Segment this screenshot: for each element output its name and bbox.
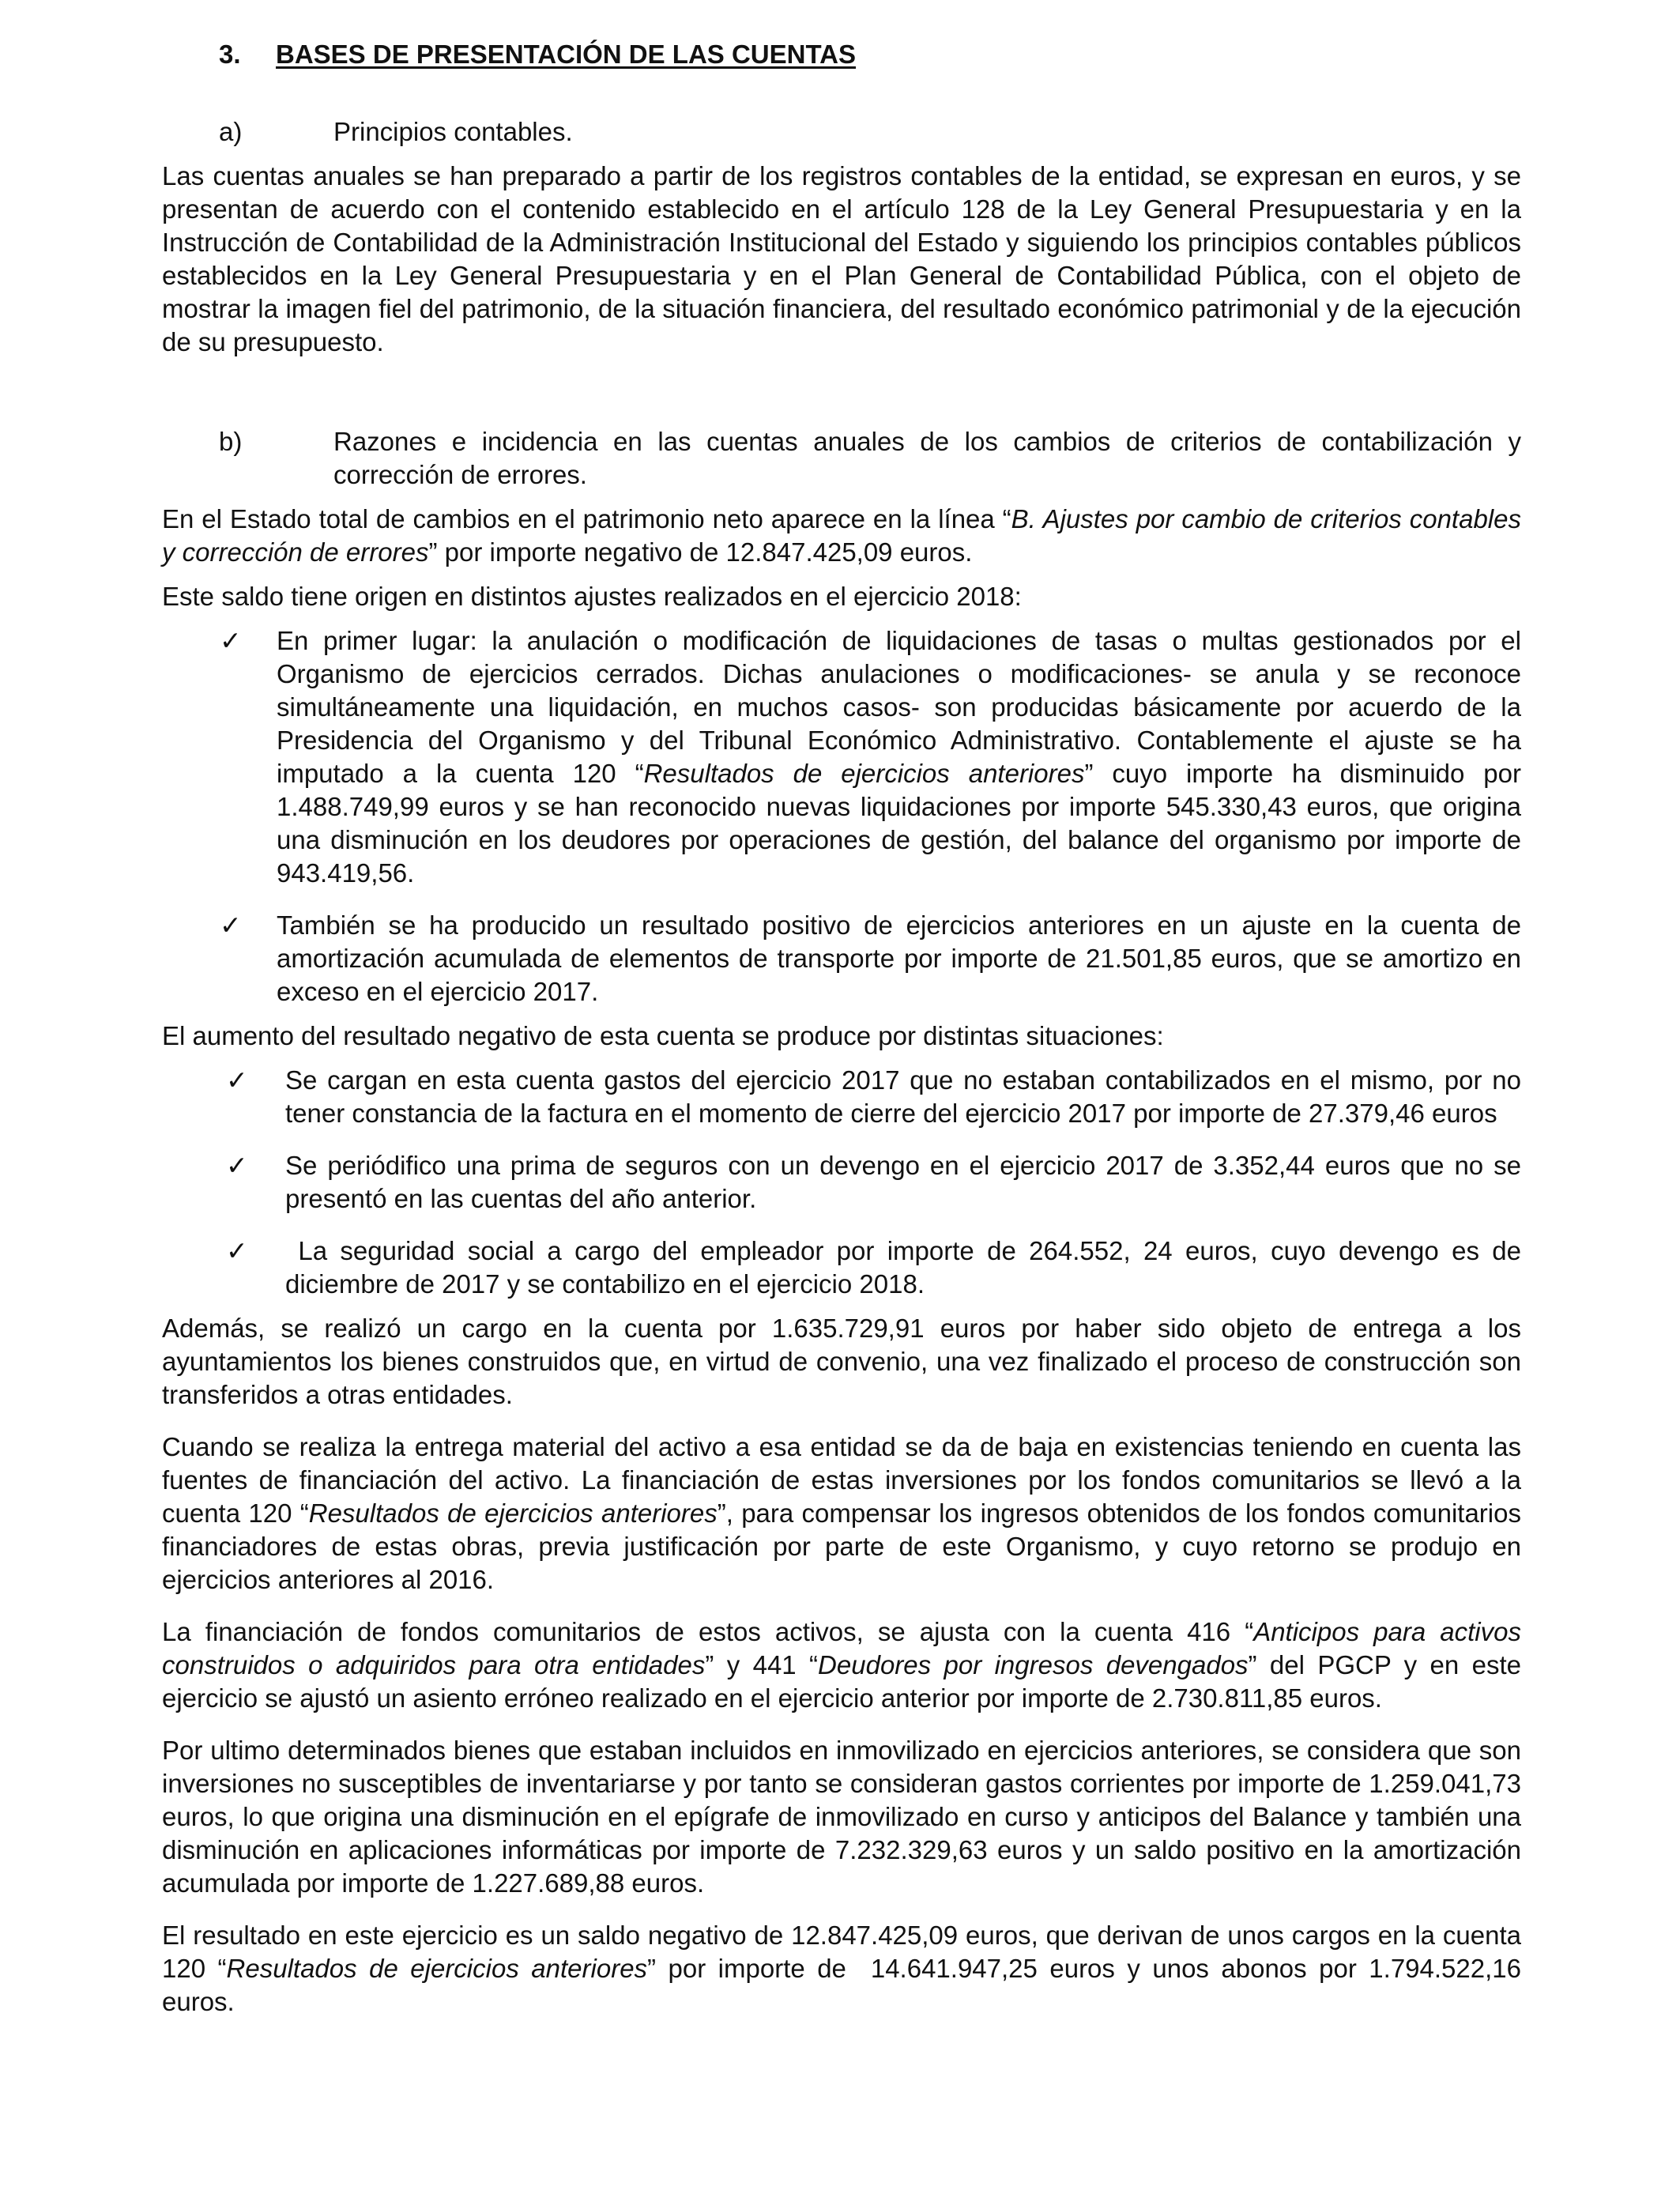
paragraph-cargo-ayuntamientos: Además, se realizó un cargo en la cuenta por 1.635.729,91 euros por haber sido objeto de entrega a los ayuntamientos los bienes construidos que, en virtud de convenio, una vez finalizado el proceso de construcción son transferidos a otras entidades. — [162, 1314, 1521, 1409]
check-item-gastos-2017: ✓ Se cargan en esta cuenta gastos del ejercicio 2017 que no estaban contabilizados en el mismo, por no tener constancia de la factura en el momento de cierre del ejercicio 2017 por importe de 27.379,46 euros — [162, 1064, 1521, 1130]
check-item-seguridad-social: ✓ La seguridad social a cargo del empleador por importe de 264.552, 24 euros, cuyo devengo es de diciembre de 2017 y se contabilizo en el ejercicio 2018. — [162, 1235, 1521, 1301]
subsection-a-title: Principios contables. — [333, 117, 573, 146]
check-icon: ✓ — [220, 626, 242, 655]
paragraph-financiacion-fondos: La financiación de fondos comunitarios de estos activos, se ajusta con la cuenta 416 “Anticipos para activos construidos o adquiridos para otra entidades” y 441 “Deudores por ingresos devengados” del PGCP y en este ejercicio se ajustó un asiento erróneo realizado en el ejercicio anterior por importe de 2.730.811,85 euros. — [162, 1617, 1522, 1713]
section-number: 3. — [219, 40, 241, 69]
check-item-prima-seguros: ✓ Se periódifico una prima de seguros con un devengo en el ejercicio 2017 de 3.352,44 euros que no se presentó en las cuentas del año anterior. — [162, 1149, 1521, 1216]
section-heading — [162, 38, 1521, 71]
paragraph-entrega-material: Cuando se realiza la entrega material del activo a esa entidad se da de baja en existencias teniendo en cuenta las fuentes de financiación del activo. La financiación de estas inversiones por los fondos comunitarios se llevó a la cuenta 120 “Resultados de ejercicios anteriores”, para compensar los ingresos obtenidos de los fondos comunitarios financiadores de estas obras, previa justificación por parte de este Organismo, y cuyo retorno se produjo en ejercicios anteriores al 2016. — [162, 1432, 1521, 1594]
subsection-b-heading — [162, 425, 1521, 492]
document-page — [162, 32, 1529, 2019]
paragraph-bienes-inmovilizado: Por ultimo determinados bienes que estaban incluidos en inmovilizado en ejercicios anteriores, se considera que son inversiones no susceptibles de inventariarse y por tanto se consideran gastos corrientes por importe de 1.259.041,73 euros, lo que origina una disminución en el epígrafe de inmovilizado en curso y anticipos del Balance y también una disminución en aplicaciones informáticas por importe de 7.232.329,63 euros y un saldo positivo en la amortización acumulada por importe de 1.227.689,88 euros. — [162, 1736, 1521, 1898]
section-title: BASES DE PRESENTACIÓN DE LAS CUENTAS — [276, 40, 857, 69]
subsection-b-title: Razones e incidencia en las cuentas anuales de los cambios de criterios de contabilización y corrección de errores. — [333, 427, 1521, 489]
paragraph-saldo-origen: Este saldo tiene origen en distintos ajustes realizados en el ejercicio 2018: — [162, 582, 1022, 611]
subsection-a-heading — [162, 115, 1521, 149]
check-icon: ✓ — [226, 1065, 248, 1095]
paragraph-resultado-ejercicio: El resultado en este ejercicio es un saldo negativo de 12.847.425,09 euros, que derivan de unos cargos en la cuenta 120 “Resultados de ejercicios anteriores” por importe de 14.641.947,25 euros y unos abonos por 1.794.522,16 euros. — [162, 1921, 1529, 2016]
check-item-amortizacion: ✓ También se ha producido un resultado positivo de ejercicios anteriores en un ajuste en la cuenta de amortización acumulada de elementos de transporte por importe de 21.501,85 euros, que se amortizo en exceso en el ejercicio 2017. — [162, 909, 1521, 1008]
subsection-b-label: b) — [219, 427, 243, 456]
subsection-a-label: a) — [219, 117, 243, 146]
paragraph-estado-total: En el Estado total de cambios en el patrimonio neto aparece en la línea “B. Ajustes por cambio de criterios contables y corrección de errores” por importe negativo de 12.847.425,09 euros. — [162, 504, 1521, 567]
check-item-anulacion: ✓ En primer lugar: la anulación o modificación de liquidaciones de tasas o multas gestionados por el Organismo de ejercicios cerrados. Dichas anulaciones o modificaciones- se anula y se reconoce simultáneamente una liquidación, en muchos casos- son producidas básicamente por acuerdo de la Presidencia del Organismo y del Tribunal Económico Administrativo. Contablemente el ajuste se ha imputado a la cuenta 120 “Resultados de ejercicios anteriores” cuyo importe ha disminuido por 1.488.749,99 euros y se han reconocido nuevas liquidaciones por importe 545.330,43 euros, que origina una disminución en los deudores por operaciones de gestión, del balance del organismo por importe de 943.419,56. — [162, 624, 1521, 890]
paragraph-principios: Las cuentas anuales se han preparado a partir de los registros contables de la entidad, se expresan en euros, y se presentan de acuerdo con el contenido establecido en el artículo 128 de la Ley General Presupuestaria y en la Instrucción de Contabilidad de la Administración Institucional del Estado y siguiendo los principios contables públicos establecidos en la Ley General Presupuestaria y en el Plan General de Contabilidad Pública, con el objeto de mostrar la imagen fiel del patrimonio, de la situación financiera, del resultado económico patrimonial y de la ejecución de su presupuesto. — [162, 161, 1521, 356]
check-icon: ✓ — [226, 1151, 248, 1180]
paragraph-aumento-resultado: El aumento del resultado negativo de esta cuenta se produce por distintas situaciones: — [162, 1021, 1164, 1050]
check-icon: ✓ — [220, 910, 242, 940]
check-icon: ✓ — [226, 1236, 248, 1265]
